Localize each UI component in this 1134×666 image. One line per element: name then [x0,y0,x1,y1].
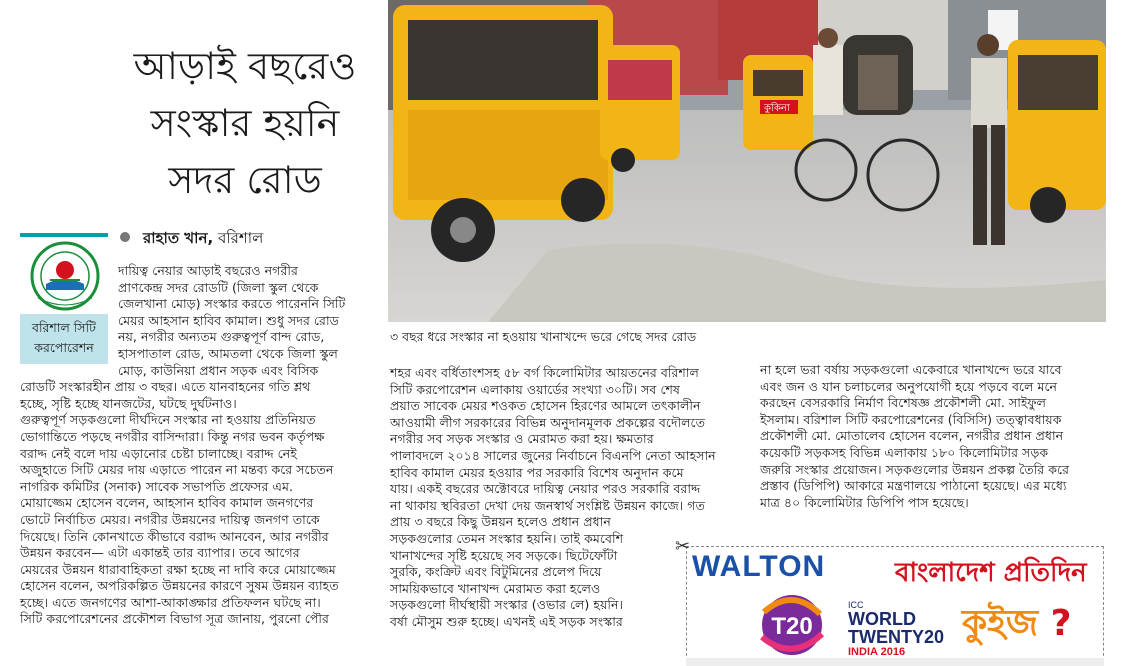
street-scene-image [388,0,1106,322]
coupon-footer-strip [686,658,1104,666]
byline-bullet [120,232,130,242]
text-line: আওয়ামী লীগ সরকারের বিভিন্ন অনুদানমূলক প্রকল্পের বদৌলতে [390,414,706,430]
text-line: ইসলাম। বরিশাল সিটি করপোরেশনের (বিসিসি) তত্ত্বাবধায়ক [760,411,1062,427]
t20-logo [752,592,832,658]
text-line: সড়কগুলোর তেমন সংস্কার হয়নি। তাই কমবেশি [390,530,624,546]
india-2016-label: INDIA 2016 [848,646,906,658]
text-line: সুরকি, কংক্রিট এবং বিটুমিনের প্রলেপ দিয়ে [390,564,602,580]
text-line: দায়িত্ব নেয়ার আড়াই বছরেও নগরীর [118,263,298,278]
text-line: মোড়, কাউনিয়া প্রধান সড়ক এবং বিসিক [118,362,319,378]
world-label: WORLD [848,609,916,629]
autorickshaw [743,55,813,150]
twenty20-label: TWENTY20 [848,627,945,647]
logo-bar [20,233,108,237]
text-line: উন্নয়ন করবেন— এটা একান্তই তার ব্যাপার। তবে আগের [20,545,300,561]
street-photo [388,0,1106,322]
headline-line: আড়াই বছরেও [133,44,357,88]
scissors-icon: ✂ [675,536,691,557]
photo-caption: ৩ বছর ধরে সংস্কার না হওয়ায় খানাখন্দে ভরে গেছে সদর রোড [390,329,697,344]
text-line: যায়। একই বছরের অক্টোবরে দায়িত্ব নেয়ার পরও সরকারি বরাদ্দ [390,481,701,497]
text-line: হাসপাতাল রোড, আমতলা থেকে জিলা স্কুল [118,345,338,361]
text-line: প্রয়াত সাবেক মেয়র শওকত হোসেন হিরণের আমলে তৎকালীন [390,398,701,414]
autorickshaw [600,45,680,172]
text-line: প্রায় ৩ বছরে কিছু উন্নয়ন হলেও প্রধান প্রধান [390,514,611,530]
text-line: বর্ষা মৌসুম শুরু হচ্ছে। এখনই এই সড়ক সংস্কার [390,613,623,629]
text-line: মোয়াজ্জেম হোসেন বলেন, আহসান হাবিব কামাল জনগণের [20,495,314,511]
text-line: সিটি করপোরেশনের প্রকৌশল বিভাগ সূত্র জানায়, পুরনো পৌর [20,611,329,627]
text-line: নাগরিক কমিটির (সনাক) সাবেক সভাপতি প্রফেসর এম. [20,478,294,494]
text-line: নগরীর সব সড়ক সংস্কার ও মেরামত করা হয়। ক্ষমতার [390,431,654,447]
article-column-3 [760,362,1110,511]
quiz-title [962,596,1072,656]
text-line: হোসেন বলেন, অপরিকল্পিত উন্নয়নের কারণে সুষম উন্নয়ন ব্যাহত [20,578,339,594]
text-line: জরুরি সংস্কার প্রয়োজন। সড়কগুলোর উন্নয়ন প্রকল্প তৈরি করে [760,461,1070,477]
headline-line: সদর রোড [168,158,322,202]
text-line: সড়কগুলো দীর্ঘস্থায়ী সংস্কার (ওভার লে) হয়নি। [390,597,624,613]
article-column-1 [20,263,370,628]
text-line: মেয়র আহসান হাবিব কামাল। শুধু সদর রোড [118,312,339,328]
logo-label-line: বরিশাল সিটি [32,320,96,335]
text-line: পালাবদলে ২০১৪ সালের জুনের নির্বাচনে বিএনপি নেতা আহসান [390,447,716,463]
text-line: ভোগান্তিতে পড়ছে নগরীর বাসিন্দারা। কিন্তু নগর ভবন কর্তৃপক্ষ [20,428,325,444]
autorickshaw [1008,40,1106,223]
text-line: সাময়িকভাবে খানাখন্দ মেরামত করা হলেও [390,580,601,596]
text-line: জেলখানা মোড়) সংস্কার করতে পারেননি সিটি [118,296,346,312]
author-name: রাহাত খান, [143,229,214,247]
icc-label: ICC [848,600,864,610]
quiz-label: কুইজ [962,603,1039,644]
text-line: হচ্ছে, সৃষ্টি হচ্ছে যানজটের, ঘটছে দুর্ঘটনাও। [20,395,237,411]
text-line: প্রাণকেন্দ্র সদর রোডটি (জিলা স্কুল থেকে [118,279,319,295]
text-line: প্রস্তাব (ডিপিপি) আকারে মন্ত্রণালয়ে পাঠানো হয়েছে। এর মধ্যে [760,478,1067,494]
text-line: প্রকৌশলী মো. মোতালেব হোসেন বলেন, নগরীর প্রধান প্রধান [760,428,1064,444]
sign-text: কুকিনা [764,103,790,114]
text-line: বরাদ্দ নেই বলে দায় এড়ানোর চেষ্টা চালাচ্ছে। বরাদ্দ নেই [20,445,297,461]
text-line: না থাকায় স্থবিরতা দেখা দেয় জনস্বার্থ সংশ্লিষ্ট উন্নয়ন কাজে। গত [390,497,705,513]
text-line: নয়, নগরীর অন্যতম গুরুত্বপূর্ণ বান্দ রোড, [118,329,325,345]
text-line: করছেন বেসরকারি নির্মাণ বিশেষজ্ঞ প্রকৌশলী মো. সাইফুল [760,395,1047,411]
text-line: অজুহাতে সিটি মেয়র দায় এড়াতে পারেন না মন্তব্য করে সচেতন [20,462,334,478]
text-line: দিয়েছে। তিনি কোনখাতে কীভাবে বরাদ্দ আনবেন, আর নগরীর [20,528,329,544]
headline [100,38,390,209]
article-column-2 [390,365,732,631]
text-line: হাবিব কামাল মেয়র হওয়ার পর সরকারি বিশেষ অনুদান কমে [390,464,684,480]
text-line: এবং জন ও যান চলাচলের অনুপযোগী হয়ে পড়বে বলে মনে [760,378,1058,394]
t20-text: T20 [771,613,813,640]
text-line: না হলে ভরা বর্ষায় সড়কগুলো একেবারে খানাখন্দে ভরে যাবে [760,362,1062,377]
text-line: মেয়রের উন্নয়ন ধারাবাহিকতা রক্ষা হচ্ছে না দাবি করে মোয়াজ্জেম [20,561,336,577]
dateline: বরিশাল [217,229,264,247]
world-twenty20-logo [848,600,944,658]
text-line: গুরুত্বপূর্ণ সড়কগুলো দীর্ঘদিনে সংস্কার না হওয়ায় প্রতিনিয়ত [20,412,316,428]
walton-logo: WALTON [692,550,826,583]
headline-line: সংস্কার হয়নি [150,101,340,145]
bangladesh-pratidin-logo: বাংলাদেশ প্রতিদিন [895,558,1087,588]
text-line: সিটি করপোরেশন এলাকায় ওয়ার্ডের সংখ্যা ৩০টি। সব শেষ [390,381,680,397]
logo-label-line: করপোরেশন [34,340,94,355]
text-line: রোডটি সংস্কারহীন প্রায় ৩ বছর। এতে যানবাহনের গতি শ্লথ [20,379,311,395]
text-line: খানাখন্দের সৃষ্টি হয়েছে সব সড়কে। ছিটেফোঁটা [390,547,618,563]
text-line: শহর এবং বর্ধিতাংশসহ ৫৮ বর্গ কিলোমিটার আয়তনের বরিশাল [390,365,699,380]
text-line: হচ্ছে। এতে জনগণের আশা-আকাঙ্ক্ষার প্রতিফলন ঘটছে না। [20,594,321,610]
text-line: ভোটে নির্বাচিত মেয়র। নগরীর উন্নয়নের দায়িত্ব জনগণ তাকে [20,511,320,527]
byline [143,227,263,252]
text-line: কয়েকটি সড়কসহ বিভিন্ন এলাকায় ১৮০ কিলোমিটার সড়ক [760,444,1049,460]
question-mark-icon: ? [1050,603,1072,644]
text-line: মাত্র ৪০ কিলোমিটার ডিপিপি পাস হয়েছে। [760,494,969,510]
